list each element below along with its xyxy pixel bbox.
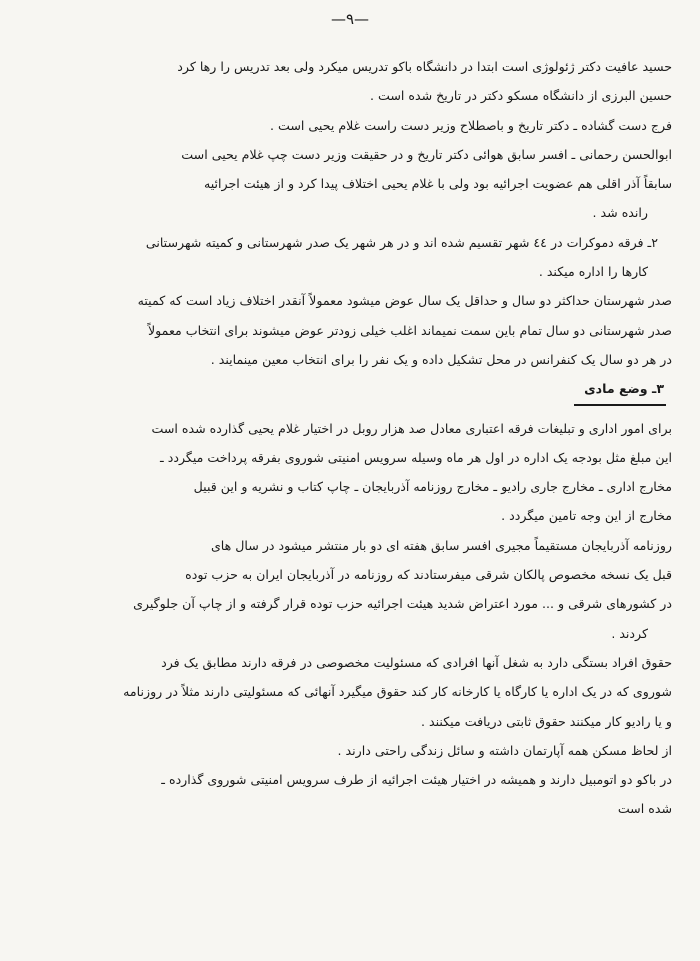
text-line: صدر شهرستانی دو سال تمام باین سمت نمیماند اغلب خیلی زودتر عوض میشوند برای انتخاب معمولاً xyxy=(147,322,672,338)
text-line: رانده شد . xyxy=(592,205,648,221)
text-line: برای امور اداری و تبلیغات فرقه اعتباری معادل صد هزار روبل در اختیار غلام یحیی گذارده شده است xyxy=(151,420,672,436)
text-line: حقوق افراد بستگی دارد به شغل آنها افرادی که مسئولیت مخصوصی در فرقه دارند مطابق یک فرد xyxy=(161,654,672,670)
text-line: کردند . xyxy=(611,625,648,641)
text-line: و یا رادیو کار میکنند حقوق ثابتی دریافت میکنند . xyxy=(421,713,672,729)
text-line: کارها را اداره میکند . xyxy=(538,264,648,280)
page-number: —٩— xyxy=(330,10,370,28)
text-line: قبل یک نسخه مخصوص پالکان شرقی میفرستادند که روزنامه در آذربایجان ایران به حزب توده xyxy=(185,567,672,583)
text-line: حسید عافیت دکتر ژئولوژی است ابتدا در دانشگاه باکو تدریس میکرد ولی بعد تدریس را رها کرد xyxy=(177,59,672,74)
text-line: در باکو دو اتومبیل دارند و همیشه در اختیار هیئت اجرائیه از طرف سرویس امنیتی شوروی گذارده ـ xyxy=(161,772,672,788)
text-line: ٢ـ فرقه دموکرات در ٤٤ شهر تقسیم شده اند و در هر شهر یک صدر شهرستانی و کمیته شهرستانی xyxy=(145,234,658,250)
section-heading-block xyxy=(30,374,672,403)
text-line: از لحاظ مسکن همه آپارتمان داشته و سائل زندگی راحتی دارند . xyxy=(337,742,672,758)
text-line: صدر شهرستان حداکثر دو سال و حداقل یک سال عوض میشود معمولاً آنقدر اختلاف زیاد است که کمیته xyxy=(137,293,672,309)
text-line: شوروی که در یک اداره یا کارگاه یا کارخانه کار کند حقوق میگیرد آنهائی که مسئولیتی دارند مثلاً در روزنامه xyxy=(123,684,672,700)
text-line: در هر دو سال یک کنفرانس در محل تشکیل داده و یک نفر را برای انتخاب معین مینمایند . xyxy=(210,351,672,367)
document-body xyxy=(30,52,672,824)
text-line: شده است xyxy=(617,801,672,817)
text-line: سابقاً آذر اقلی هم عضویت اجرائیه بود ولی با غلام یحیی اختلاف پیدا کرد و از هیئت اجرائیه xyxy=(203,176,672,192)
text-line: روزنامه آذربایجان مستقیماً مجیری افسر سابق هفته ای دو بار منتشر میشود در سال های xyxy=(210,537,672,553)
heading-underline xyxy=(574,404,666,406)
text-line: حسین البرزی از دانشگاه مسکو دکتر در تاریخ شده است . xyxy=(369,88,672,104)
section-heading: ٣ـ وضع مادی xyxy=(584,381,664,397)
text-line: این مبلغ مثل بودجه یک اداره در اول هر ماه وسیله سرویس امنیتی شوروی بفرقه پرداخت میگردد ـ xyxy=(160,449,672,465)
text-line: مخارج اداری ـ مخارج جاری رادیو ـ مخارج روزنامه آذربایجان ـ چاپ کتاب و نشریه و این قبیل xyxy=(193,479,672,495)
text-line: در کشورهای شرقی و ... مورد اعتراض شدید هیئت اجرائیه حزب توده قرار گرفته و از چاپ آن جلوگیری xyxy=(133,596,672,612)
text-line: فرج دست گشاده ـ دکتر تاریخ و باصطلاح وزیر دست راست غلام یحیی است . xyxy=(269,117,672,133)
text-line: مخارج از این وجه تامین میگردد . xyxy=(501,508,672,524)
text-line: ابوالحسن رحمانی ـ افسر سابق هوائی دکتر تاریخ و در حقیقت وزیر دست چپ غلام یحیی است xyxy=(181,146,672,162)
